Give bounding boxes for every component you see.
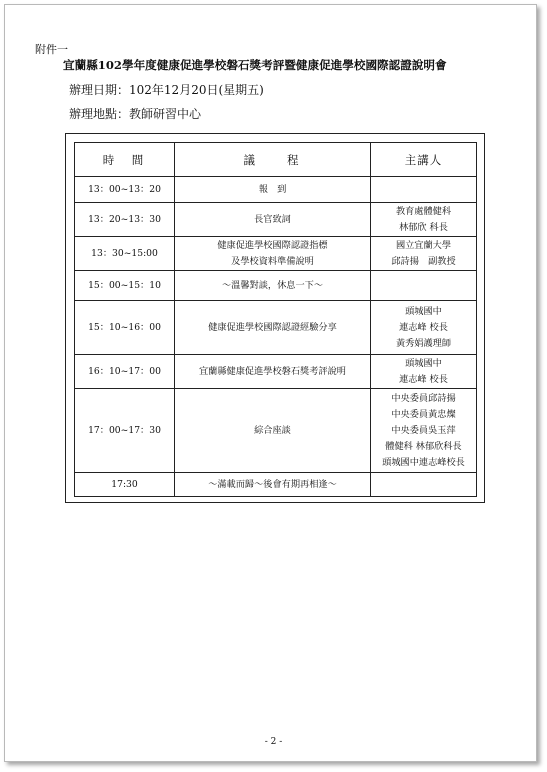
row-time: 13：00~13：20 <box>75 177 175 203</box>
schedule-row <box>75 203 477 237</box>
row-speaker <box>371 389 477 473</box>
row-agenda <box>175 177 371 203</box>
row-agenda <box>175 237 371 271</box>
row-agenda <box>175 473 371 497</box>
speaker-line: 連志峰 校長 <box>399 321 448 333</box>
event-place-value: 教師研習中心 <box>129 107 202 121</box>
row-agenda <box>175 301 371 355</box>
row-speaker <box>371 271 477 301</box>
agenda-line: 及學校資料準備說明 <box>231 255 314 267</box>
row-speaker <box>371 301 477 355</box>
agenda-line: ～溫馨對談，休息一下～ <box>221 279 324 291</box>
schedule-row <box>75 237 477 271</box>
agenda-line: 健康促進學校國際認證經驗分享 <box>208 321 337 333</box>
row-speaker <box>371 473 477 497</box>
speaker-line: 中央委員吳玉萍 <box>391 424 456 436</box>
speaker-line: 體健科 林郁欣科長 <box>385 440 462 452</box>
agenda-line: 綜合座談 <box>254 424 291 436</box>
speaker-line: 連志峰 校長 <box>399 373 448 385</box>
event-date <box>69 81 264 98</box>
agenda-line: 健康促進學校國際認證指標 <box>217 239 328 251</box>
speaker-line: 黃秀娟護理師 <box>395 337 452 349</box>
row-speaker <box>371 177 477 203</box>
agenda-line: ～滿載而歸～後會有期再相逢～ <box>208 478 337 490</box>
schedule-row <box>75 271 477 301</box>
speaker-line: 教育處體健科 <box>395 205 452 217</box>
speaker-line: 頭城國中 <box>405 357 442 369</box>
speaker-line: 國立宜蘭大學 <box>395 239 452 251</box>
header-agenda: 議 程 <box>175 143 371 177</box>
schedule-row <box>75 473 477 497</box>
attachment-label: 附件一 <box>35 43 68 56</box>
row-speaker <box>371 237 477 271</box>
row-time: 13：20~13：30 <box>75 203 175 237</box>
schedule-row <box>75 177 477 203</box>
speaker-line: 中央委員邱詩揚 <box>391 392 456 404</box>
page-number: - 2 - <box>264 737 283 747</box>
row-time: 16：10~17：00 <box>75 355 175 389</box>
schedule-row <box>75 389 477 473</box>
row-time: 13：30~15:00 <box>75 237 175 271</box>
row-time: 17:30 <box>75 473 175 497</box>
speaker-line: 林郁欣 科長 <box>399 221 448 233</box>
row-speaker <box>371 203 477 237</box>
event-date-label: 辦理日期： <box>69 83 130 97</box>
schedule-frame <box>65 133 485 503</box>
document-title: 宜蘭縣102學年度健康促進學校磐石獎考評暨健康促進學校國際認證說明會 <box>63 58 447 72</box>
header-speaker: 主講人 <box>371 143 477 177</box>
row-time: 17：00~17：30 <box>75 389 175 473</box>
document-page <box>4 4 537 762</box>
speaker-line: 邱詩揚 副教授 <box>391 255 456 267</box>
speaker-line: 頭城國中連志峰校長 <box>382 456 465 468</box>
agenda-line: 長官致詞 <box>254 213 291 225</box>
speaker-line: 頭城國中 <box>405 305 442 317</box>
schedule-header-row <box>75 143 477 177</box>
schedule-row <box>75 301 477 355</box>
row-agenda <box>175 355 371 389</box>
row-agenda <box>175 203 371 237</box>
row-time: 15：00~15：10 <box>75 271 175 301</box>
agenda-line: 報 到 <box>258 183 287 195</box>
row-agenda <box>175 389 371 473</box>
row-speaker <box>371 355 477 389</box>
event-place-label: 辦理地點： <box>69 107 130 121</box>
agenda-line: 宜蘭縣健康促進學校磐石獎考評說明 <box>199 365 346 377</box>
speaker-line: 中央委員黃忠燦 <box>391 408 456 420</box>
row-agenda <box>175 271 371 301</box>
row-time: 15：10~16：00 <box>75 301 175 355</box>
event-place <box>69 105 201 122</box>
event-date-value: 102年12月20日(星期五) <box>129 83 264 97</box>
schedule-table <box>74 142 477 497</box>
schedule-row <box>75 355 477 389</box>
header-time: 時 間 <box>75 143 175 177</box>
